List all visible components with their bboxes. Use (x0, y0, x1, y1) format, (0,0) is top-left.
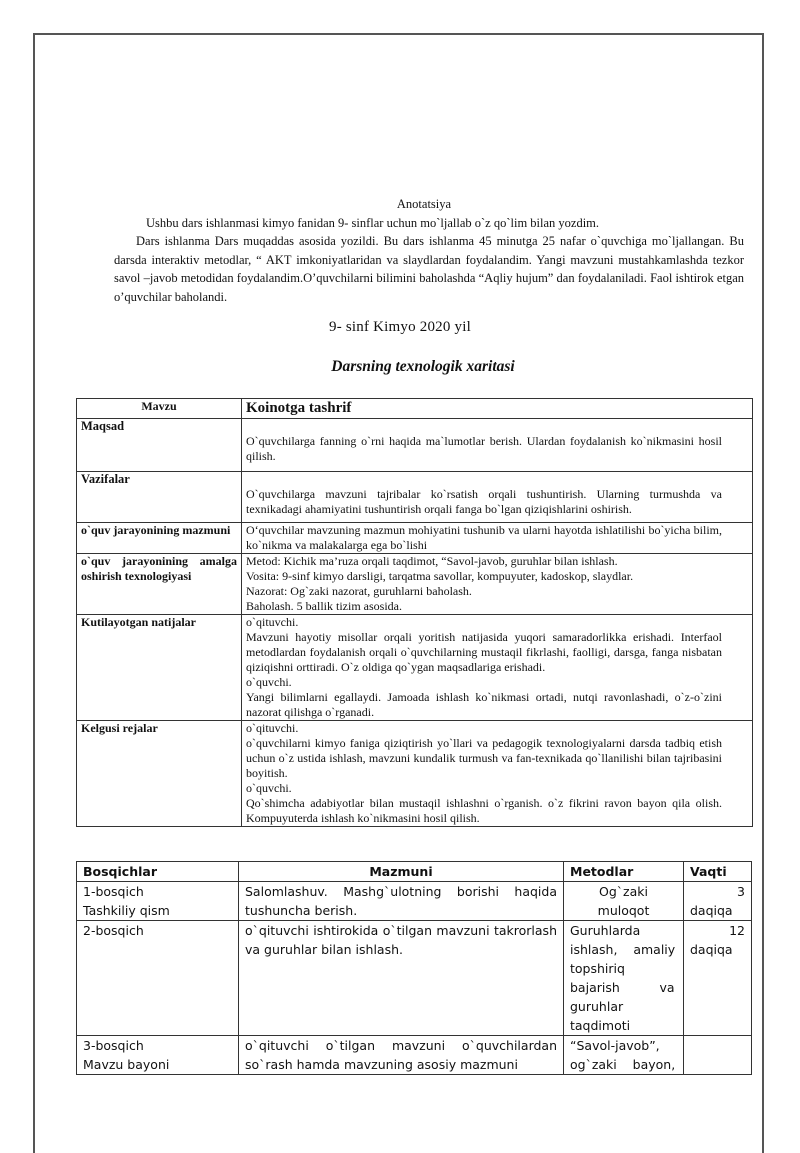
annotation-section (114, 195, 744, 306)
mazmun-value: O‘quvchilar mavzuning mazmun mohiyatini tushunib va ularni hayotda ishlatilishi bo`yicha bilim, ko`nikma va malakalarga ega bo`lishi (242, 523, 753, 554)
technology-map-table (76, 398, 753, 827)
stage-number: 1-bosqich (83, 884, 144, 899)
table-row (77, 1036, 752, 1075)
stage-content: o`qituvchi ishtirokida o`tilgan mavzuni takrorlash va guruhlar bilan ishlash. (239, 921, 564, 1036)
stage-time-unit: daqiqa (690, 903, 733, 918)
header-bosqichlar: Bosqichlar (77, 862, 239, 882)
subject-line: 9- sinf Kimyo 2020 yil (329, 319, 471, 335)
annotation-paragraph-1: Ushbu dars ishlanmasi kimyo fanidan 9- sinflar uchun mo`ljallab o`z qo`lim bilan yozdim. (146, 215, 600, 230)
stage-method-line: “Savol-javob”, (570, 1038, 660, 1053)
stage-method-line: topshiriq (570, 961, 625, 976)
stage-time-value: 12 (729, 923, 745, 938)
stage-method-line: ishlash, amaliy (570, 942, 676, 957)
header-vaqti: Vaqti (684, 862, 752, 882)
natijalar-label: Kutilayotgan natijalar (77, 615, 242, 721)
header-mazmuni: Mazmuni (239, 862, 564, 882)
maqsad-value: O`quvchilarga fanning o`rni haqida ma`lumotlar berish. Ulardan foydalanish ko`nikmasini hosil qilish. (246, 434, 722, 463)
header-metodlar: Metodlar (564, 862, 684, 882)
natija-line: o`quvchi. (246, 675, 292, 689)
table-header-row (77, 862, 752, 882)
reja-line: Qo`shimcha adabiyotlar bilan mustaqil ishlashni o`rganish. o`z fikrini ravon bayon qila olish. Kompuyuterda ishlash ko`nikmasini hosil qilish. (246, 796, 722, 825)
stage-method-line: Guruhlarda (570, 923, 641, 938)
rejalar-label: Kelgusi rejalar (77, 721, 242, 827)
stage-method-line: guruhlar (570, 999, 624, 1014)
table-row (77, 882, 752, 921)
stage-method-line: taqdimoti (570, 1018, 631, 1033)
maqsad-label: Maqsad (77, 419, 242, 472)
stage-method-line: muloqot (597, 903, 650, 918)
table-row (77, 921, 752, 1036)
vazifalar-value: O`quvchilarga mavzuni tajribalar ko`rsatish orqali tushuntirish. Ularning turmushda va texnikadagi ahamiyatini tushuntirish orqali fanga bo`lgan qiziqishlarini oshirish. (246, 487, 722, 516)
mazmun-label: o`quv jarayonining mazmuni (77, 523, 242, 554)
natija-line: Mavzuni hayotiy misollar orqali yoritish natijasida yuqori samaradorlikka erishadi. Interfaol metodlardan foydalanish orqali o`quvchilarning mustaqil fikrlashi, faolligi, darsga, fanga nisbatan qiziqishni orttiradi. O`z oldiga qo`ygan maqsadlariga erishadi. (246, 630, 722, 674)
table-row (77, 399, 753, 419)
stage-name: Mavzu bayoni (83, 1057, 170, 1072)
table-row (77, 615, 753, 721)
vazifalar-label: Vazifalar (77, 472, 242, 523)
texnologiya-line: Baholash. 5 ballik tizim asosida. (246, 599, 402, 613)
annotation-title: Anotatsiya (396, 197, 452, 211)
annotation-paragraph-2: Dars ishlanma Dars muqaddas asosida yozildi. Bu dars ishlanma 45 minutga 25 nafar o`quvchiga mo`ljallangan. Bu darsda interaktiv metodlar, “ AKT imkoniyatlaridan va slaydlardan foydalandim. Yangi mavzuni mustahkamlashda tezkor savol –javob metodidan foydalandim.O’quvchilarni bilimini baholashda “Aqliy hujum” dan foydalaniladi. Faol ishtirok etgan o’quvchilar baholandi. (114, 234, 744, 304)
table-row (77, 721, 753, 827)
reja-line: o`quvchilarni kimyo faniga qiziqtirish yo`llari va pedagogik texnologiyalarni darsda tadbiq etish uchun o`z ustida ishlash, mavzuni kundalik turmush va fan-texnikada qo`llanilishi bilan tajribasini boyitish. (246, 736, 722, 780)
texnologiya-line: Vosita: 9-sinf kimyo darsligi, tarqatma savollar, kompuyuter, kadoskop, slaydlar. (246, 569, 634, 583)
natija-line: Yangi bilimlarni egallaydi. Jamoada ishlash ko`nikmasi ortadi, nutqi ravonlashadi, o`z-o`zini nazorat qilishga o`rganadi. (246, 690, 722, 719)
stage-number: 2-bosqich (83, 923, 144, 938)
table-row (77, 419, 753, 472)
table-row (77, 523, 753, 554)
mavzu-label: Mavzu (77, 399, 242, 419)
stages-table (76, 861, 752, 1075)
stage-method-line: og`zaki bayon, (570, 1057, 676, 1072)
texnologiya-line: Metod: Kichik ma’ruza orqali taqdimot, “Savol-javob, guruhlar bilan ishlash. (246, 554, 618, 568)
stage-name: Tashkiliy qism (83, 903, 170, 918)
stage-time-value: 3 (737, 884, 745, 899)
reja-line: o`quvchi. (246, 781, 292, 795)
stage-time-unit: daqiqa (690, 942, 733, 957)
texnologiya-label: o`quv jarayonining amalga oshirish texnologiyasi (77, 554, 242, 615)
natija-line: o`qituvchi. (246, 615, 299, 629)
stage-number: 3-bosqich (83, 1038, 144, 1053)
table-row (77, 554, 753, 615)
mavzu-value: Koinotga tashrif (242, 399, 753, 419)
map-title: Darsning texnologik xaritasi (331, 358, 515, 375)
stage-method-line: Og`zaki (599, 884, 648, 899)
reja-line: o`qituvchi. (246, 721, 299, 735)
stage-content: Salomlashuv. Mashg`ulotning borishi haqida tushuncha berish. (239, 882, 564, 921)
texnologiya-line: Nazorat: Og`zaki nazorat, guruhlarni baholash. (246, 584, 472, 598)
stage-content: o`qituvchi o`tilgan mavzuni o`quvchilardan so`rash hamda mavzuning asosiy mazmuni (239, 1036, 564, 1075)
stage-method-line: bajarish va (570, 980, 675, 995)
table-row (77, 472, 753, 523)
